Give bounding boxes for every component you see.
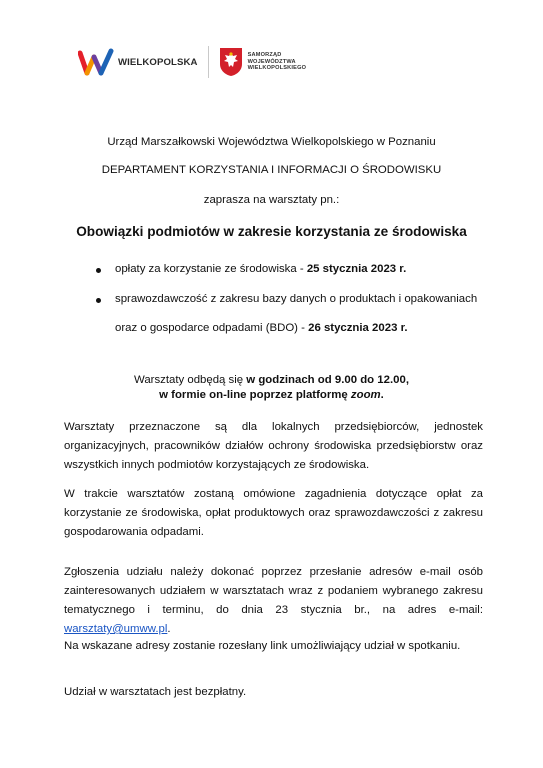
scope-paragraph: W trakcie warsztatów zostaną omówione zagadnienia dotyczące opłat za korzystanie ze środowiska, opłat produktowych oraz sprawozdawczości z zakresu gospodarowania odpadami.: [64, 488, 483, 538]
registration-paragraph: Zgłoszenia udziału należy dokonać poprzez przesłanie adresów e-mail osób zainteresowanych udziałem w warsztatach wraz z podaniem wybranego zakresu tematycznego i terminu, do dnia 23 stycznia br., na adres e-mail: warsztaty@umww.pl.: [64, 566, 483, 635]
link-info-paragraph: Na wskazane adresy zostanie rozesłany link umożliwiający udział w spotkaniu.: [64, 640, 461, 652]
free-participation-paragraph: Udział w warsztatach jest bezpłatny.: [64, 686, 247, 698]
topic-item: opłaty za korzystanie ze środowiska - 25 stycznia 2023 r.: [96, 263, 406, 275]
bullet-icon: [96, 298, 101, 303]
office-name: Urząd Marszałkowski Województwa Wielkopolskiego w Poznaniu: [107, 136, 436, 148]
wielkopolska-w-logo-icon: [78, 47, 114, 77]
eagle-crest-icon: [219, 47, 243, 77]
invitation-line: zaprasza na warsztaty pn.:: [203, 194, 340, 206]
logo-divider: [208, 46, 209, 78]
bullet-icon: [96, 268, 101, 273]
topic-date: 25 stycznia 2023 r.: [306, 263, 407, 275]
schedule-line: Warsztaty odbędą się w godzinach od 9.00 do 12.00,: [134, 374, 409, 386]
workshop-title: Obowiązki podmiotów w zakresie korzystania ze środowiska: [76, 224, 467, 239]
audience-paragraph: Warsztaty przeznaczone są dla lokalnych przedsiębiorców, jednostek organizacyjnych, pracowników działów ochrony środowiska przedsiębiorstw oraz wszystkich innych podmiotów korzystających ze środowiska.: [64, 421, 483, 471]
topic-item: sprawozdawczość z zakresu bazy danych o produktach i opakowaniach: [96, 293, 477, 305]
department-name: DEPARTAMENT KORZYSTANIA I INFORMACJI O ŚRODOWISKU: [101, 164, 442, 176]
email-link[interactable]: warsztaty@umww.pl: [64, 623, 168, 635]
brand-text: WIELKOPOLSKA: [118, 56, 198, 68]
topic-date: 26 stycznia 2023 r.: [308, 322, 408, 334]
header-logos: [78, 42, 306, 82]
samorzad-text: SAMORZĄD WOJEWÓDZTWA WIELKOPOLSKIEGO: [247, 52, 307, 72]
topic-item-continuation: oraz o gospodarce odpadami (BDO) - 26 stycznia 2023 r.: [115, 322, 408, 334]
format-line: w formie on-line poprzez platformę zoom.: [159, 389, 384, 401]
platform-name: zoom: [350, 389, 381, 401]
